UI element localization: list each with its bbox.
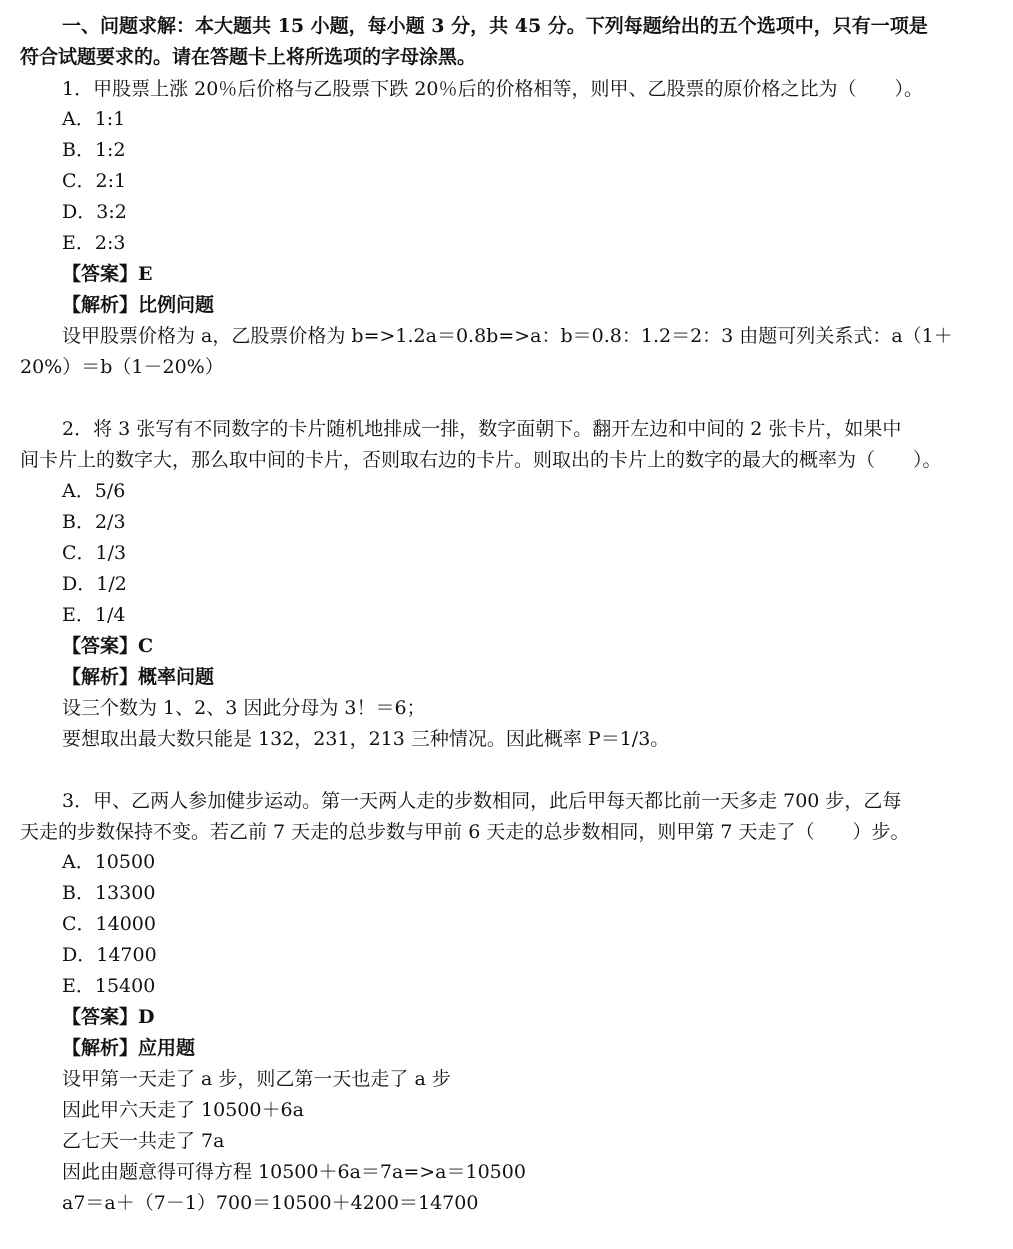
section-header-line-1: 一、问题求解：本大题共 15 小题，每小题 3 分，共 45 分。下列每题给出的五个选项中，只有一项是 [62, 15, 928, 37]
question-1-option-c: C．2:1 [62, 170, 127, 192]
question-2-option-a: A．5/6 [62, 480, 126, 502]
question-1-option-b: B．1:2 [62, 139, 126, 161]
question-3-stem-line-1: 3．甲、乙两人参加健步运动。第一天两人走的步数相同，此后甲每天都比前一天多走 700 步，乙每 [62, 790, 902, 812]
question-3-analysis-line-5: a7＝a＋（7－1）700＝10500＋4200＝14700 [62, 1192, 479, 1214]
question-1-option-a: A．1:1 [62, 108, 126, 130]
question-1-option-e: E．2:3 [62, 232, 126, 254]
question-1-analysis-line-1: 设甲股票价格为 a，乙股票价格为 b=>1.2a＝0.8b=>a：b＝0.8：1.2＝2：3 由题可列关系式：a（1＋ [62, 325, 953, 347]
question-3-answer: 【答案】D [62, 1006, 155, 1028]
question-3-analysis-title: 【解析】应用题 [62, 1037, 196, 1059]
question-2-option-d: D．1/2 [62, 573, 127, 595]
question-3-analysis-line-1: 设甲第一天走了 a 步，则乙第一天也走了 a 步 [62, 1068, 451, 1090]
question-2-stem-line-1: 2．将 3 张写有不同数字的卡片随机地排成一排，数字面朝下。翻开左边和中间的 2 张卡片，如果中 [62, 418, 902, 440]
question-3-option-a: A．10500 [62, 851, 156, 873]
question-1-analysis-line-2: 20%）＝b（1－20%） [20, 356, 224, 378]
question-2-answer: 【答案】C [62, 635, 154, 657]
section-header-line-2: 符合试题要求的。请在答题卡上将所选项的字母涂黑。 [20, 46, 477, 68]
question-2-option-b: B．2/3 [62, 511, 126, 533]
question-3-analysis-line-4: 因此由题意得可得方程 10500＋6a＝7a=>a＝10500 [62, 1161, 526, 1183]
question-1-analysis-title: 【解析】比例问题 [62, 294, 215, 316]
question-3-analysis-line-3: 乙七天一共走了 7a [62, 1130, 225, 1152]
question-2-analysis-line-2: 要想取出最大数只能是 132，231，213 三种情况。因此概率 P＝1/3。 [62, 728, 670, 750]
question-2-option-e: E．1/4 [62, 604, 126, 626]
question-2-stem-line-2: 间卡片上的数字大，那么取中间的卡片，否则取右边的卡片。则取出的卡片上的数字的最大的概率为（ ）。 [20, 449, 942, 471]
question-1-stem: 1．甲股票上涨 20％后价格与乙股票下跌 20％后的价格相等，则甲、乙股票的原价格之比为（ ）。 [62, 78, 924, 100]
question-2-option-c: C．1/3 [62, 542, 127, 564]
question-1-answer: 【答案】E [62, 263, 153, 285]
question-3-stem-line-2: 天走的步数保持不变。若乙前 7 天走的总步数与甲前 6 天走的总步数相同，则甲第 7 天走了（ ）步。 [20, 821, 910, 843]
question-3-option-e: E．15400 [62, 975, 156, 997]
question-3-analysis-line-2: 因此甲六天走了 10500＋6a [62, 1099, 304, 1121]
question-1-option-d: D．3:2 [62, 201, 127, 223]
question-3-option-c: C．14000 [62, 913, 156, 935]
question-3-option-b: B．13300 [62, 882, 156, 904]
question-2-analysis-title: 【解析】概率问题 [62, 666, 215, 688]
question-3-option-d: D．14700 [62, 944, 157, 966]
question-2-analysis-line-1: 设三个数为 1、2、3 因此分母为 3！＝6； [62, 697, 426, 719]
